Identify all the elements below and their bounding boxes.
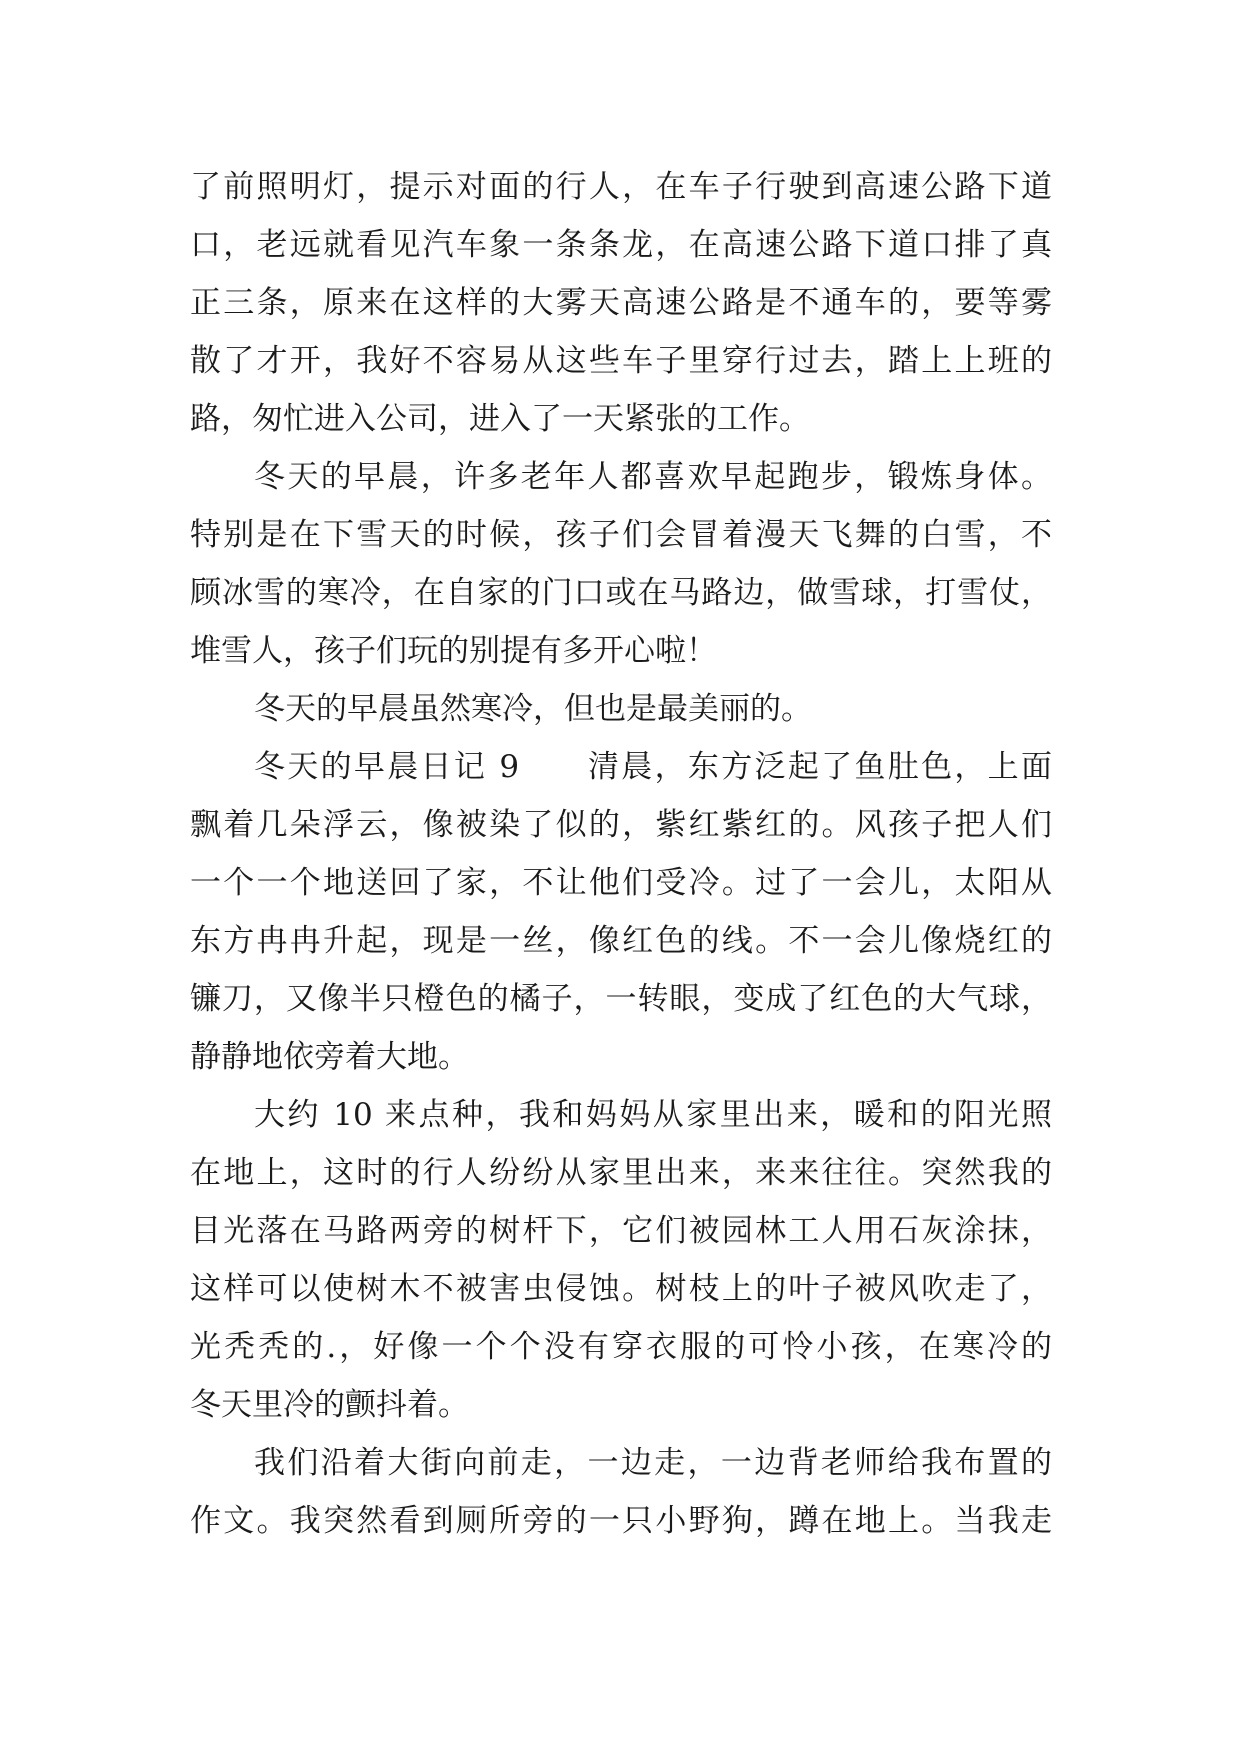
text-line: 这样可以使树木不被害虫侵蚀。树枝上的叶子被风吹走了，: [190, 1271, 1052, 1307]
text-line: 一个一个地送回了家，不让他们受冷。过了一会儿，太阳从: [190, 865, 1052, 901]
text-line: 特别是在下雪天的时候，孩子们会冒着漫天飞舞的白雪，不: [190, 517, 1052, 553]
text-line: 冬天里冷的颤抖着。: [190, 1387, 469, 1423]
paragraph-first-line: 大约 10 来点种，我和妈妈从家里出来，暖和的阳光照: [254, 1097, 1052, 1133]
text-line: 作文。我突然看到厕所旁的一只小野狗，蹲在地上。当我走: [190, 1503, 1052, 1539]
text-line: 了前照明灯，提示对面的行人，在车子行驶到高速公路下道: [190, 169, 1052, 205]
text-line: 路，匆忙进入公司，进入了一天紧张的工作。: [190, 401, 810, 437]
paragraph-first-line: 冬天的早晨，许多老年人都喜欢早起跑步，锻炼身体。: [254, 459, 1052, 495]
text-line: 堆雪人，孩子们玩的别提有多开心啦！: [190, 633, 717, 669]
paragraph-first-line: 我们沿着大街向前走，一边走，一边背老师给我布置的: [254, 1445, 1052, 1481]
paragraph-first-line: 冬天的早晨虽然寒冷，但也是最美丽的。: [254, 691, 812, 727]
text-line: 口，老远就看见汽车象一条条龙，在高速公路下道口排了真: [190, 227, 1052, 263]
text-line: 顾冰雪的寒冷，在自家的门口或在马路边，做雪球，打雪仗，: [190, 575, 1052, 611]
text-line: 光秃秃的.，好像一个个没有穿衣服的可怜小孩，在寒冷的: [190, 1329, 1052, 1365]
text-line: 在地上，这时的行人纷纷从家里出来，来来往往。突然我的: [190, 1155, 1052, 1191]
text-line: 飘着几朵浮云，像被染了似的，紫红紫红的。风孩子把人们: [190, 807, 1052, 843]
paragraph-first-line: 冬天的早晨日记 9 清晨，东方泛起了鱼肚色，上面: [254, 749, 1052, 785]
text-line: 东方冉冉升起，现是一丝，像红色的线。不一会儿像烧红的: [190, 923, 1052, 959]
text-line: 正三条，原来在这样的大雾天高速公路是不通车的，要等雾: [190, 285, 1052, 321]
text-line: 散了才开，我好不容易从这些车子里穿行过去，踏上上班的: [190, 343, 1052, 379]
text-line: 静静地依旁着大地。: [190, 1039, 469, 1075]
article-body: [190, 158, 1052, 1550]
text-line: 目光落在马路两旁的树杆下，它们被园林工人用石灰涂抹，: [190, 1213, 1052, 1249]
text-line: 镰刀，又像半只橙色的橘子，一转眼，变成了红色的大气球，: [190, 981, 1052, 1017]
